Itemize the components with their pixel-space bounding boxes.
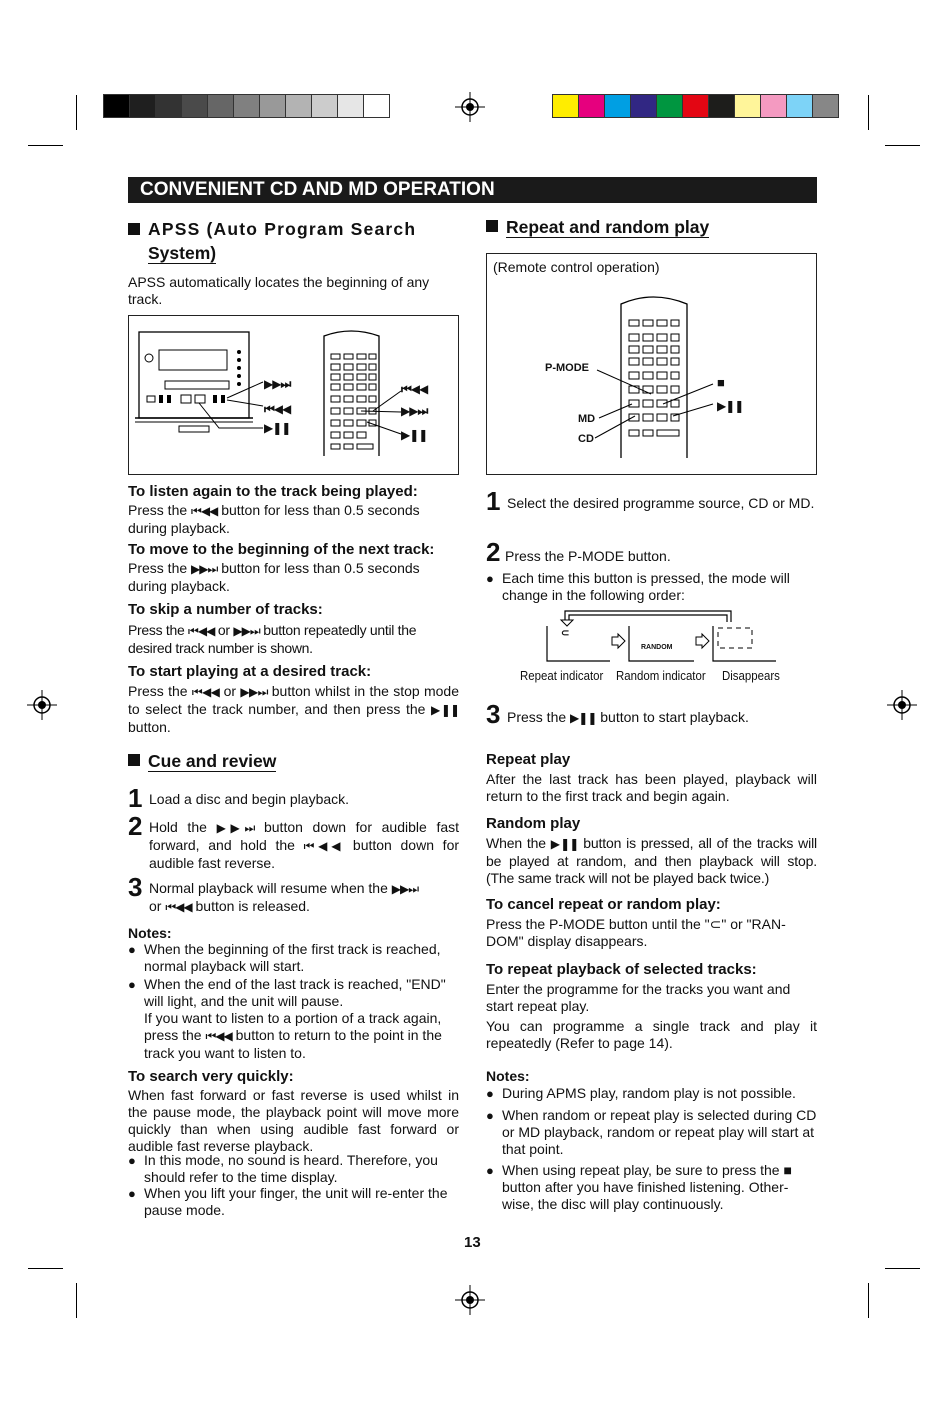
color-swatch <box>630 94 657 118</box>
cue-step-2: Hold the ▶▶⏭ button down for audible fast forward, and hold the ⏮◀◀ button down for audible fast reverse. <box>149 819 460 871</box>
random-indicator-label: Random indicator <box>616 668 706 683</box>
color-swatch <box>682 94 709 118</box>
repeat-play-heading: Repeat play <box>486 751 571 768</box>
color-swatch <box>103 94 130 118</box>
crop-mark <box>868 95 869 130</box>
skip-back-icon: ⏮◀◀ <box>165 900 192 914</box>
color-swatch <box>285 94 312 118</box>
crop-mark <box>76 95 77 130</box>
search-bullet-2: ● When you lift your finger, the unit will re-enter the pause mode. <box>128 1185 459 1219</box>
repeat-play-text: After the last track has been played, playback will return to the first track and begin again. <box>486 771 817 804</box>
listen-again-heading: To listen again to the track being played: <box>128 483 418 500</box>
skip-back-icon: ⏮◀◀ <box>401 382 428 396</box>
apss-intro: APSS automatically locates the beginning of any track. <box>128 274 430 307</box>
play-pause-icon: ▶❚❚ <box>717 399 744 413</box>
remote-illustration <box>486 253 817 475</box>
crop-mark <box>885 145 920 146</box>
skip-back-icon: ⏮◀◀ <box>303 839 345 853</box>
skip-fwd-icon: ▶▶⏭ <box>191 562 218 576</box>
search-quick-heading: To search very quickly: <box>128 1068 294 1085</box>
apss-heading: APSS (Auto Program Search System) <box>128 217 459 265</box>
cue-note-2: ● When the end of the last track is reached, "END" will light, and the unit will pause. If you want to listen to a portion of a track again, press the ⏮◀◀ button to return to the point in the track you want to listen to. <box>128 976 459 1062</box>
cue-step-1: Load a disc and begin playback. <box>149 791 350 807</box>
listen-again-text: Press the ⏮◀◀ button for less than 0.5 seconds during playback. <box>128 502 420 536</box>
start-desired-heading: To start playing at a desired track: <box>128 663 372 680</box>
repeat-indicator-label: Repeat indicator <box>520 668 604 683</box>
skip-fwd-icon: ▶▶⏭ <box>216 821 255 835</box>
color-swatch <box>734 94 761 118</box>
cd-label: CD <box>578 433 594 445</box>
skip-back-icon: ⏮◀◀ <box>264 402 291 416</box>
stop-icon: ■ <box>717 375 725 390</box>
registration-mark-icon <box>27 690 57 720</box>
color-swatch <box>656 94 683 118</box>
random-play-heading: Random play <box>486 815 581 832</box>
skip-tracks-text: Press the ⏮◀◀ or ▶▶⏭ button repeatedly until the desired track number is shown. <box>128 622 417 656</box>
repeat-step-1: Select the desired programme source, CD or MD. <box>507 495 815 511</box>
color-swatch <box>233 94 260 118</box>
crop-mark <box>28 1268 63 1269</box>
cue-review-heading: Cue and review <box>128 751 276 772</box>
stop-icon: ■ <box>783 1162 792 1178</box>
skip-back-icon: ⏮◀◀ <box>191 685 220 699</box>
color-swatch <box>760 94 787 118</box>
skip-back-icon: ⏮◀◀ <box>205 1029 232 1043</box>
repeat-step-2-bullet: ● Each time this button is pressed, the mode will change in the following order: <box>486 570 817 604</box>
cue-note-1: ● When the beginning of the first track is reached, normal playback will start. <box>128 941 459 975</box>
color-swatch <box>363 94 390 118</box>
skip-fwd-icon: ▶▶⏭ <box>264 377 291 391</box>
step-number: 2 <box>486 537 501 567</box>
repeat-icon: ⊂ <box>709 916 722 932</box>
color-swatch <box>708 94 735 118</box>
color-swatch <box>155 94 182 118</box>
color-swatch <box>311 94 338 118</box>
mode-order-diagram <box>486 606 817 688</box>
repeat-note-3: ● When using repeat play, be sure to press the ■ button after you have finished listening. Other-wise, the disc will play continuously. <box>486 1162 817 1213</box>
next-track-text: Press the ▶▶⏭ button for less than 0.5 seconds during playback. <box>128 560 420 594</box>
crop-mark <box>28 145 63 146</box>
skip-fwd-icon: ▶▶⏭ <box>391 882 419 896</box>
play-pause-icon: ▶❚❚ <box>550 837 579 851</box>
step-number: 3 <box>128 872 143 902</box>
registration-mark-icon <box>455 92 485 122</box>
search-bullet-1: ● In this mode, no sound is heard. Therefore, you should refer to the time display. <box>128 1152 459 1186</box>
cancel-heading: To cancel repeat or random play: <box>486 896 721 913</box>
remote-note: (Remote control operation) <box>493 259 660 275</box>
cue-notes-heading: Notes: <box>128 925 172 941</box>
selected-tracks-heading: To repeat playback of selected tracks: <box>486 961 757 978</box>
md-label: MD <box>578 413 596 425</box>
repeat-step-3: Press the ▶❚❚ button to start playback. <box>507 709 749 725</box>
color-swatch <box>181 94 208 118</box>
repeat-display-icon: ⊂ <box>561 628 570 639</box>
pmode-label: P-MODE <box>545 362 589 374</box>
step-number: 3 <box>486 699 501 729</box>
crop-mark <box>885 1268 920 1269</box>
crop-mark <box>868 1283 869 1318</box>
remote-drawing <box>487 254 816 474</box>
repeat-step-2: Press the P-MODE button. <box>505 548 671 564</box>
next-track-heading: To move to the beginning of the next track: <box>128 541 435 558</box>
repeat-note-2: ● When random or repeat play is selected during CD or MD playback, random or repeat play will start at that point. <box>486 1107 817 1158</box>
play-pause-icon: ▶❚❚ <box>264 421 291 435</box>
color-swatch <box>786 94 813 118</box>
skip-fwd-icon: ▶▶⏭ <box>401 404 428 418</box>
repeat-random-heading: Repeat and random play <box>486 217 709 238</box>
skip-fwd-icon: ▶▶⏭ <box>233 624 260 638</box>
apss-illustration <box>128 315 459 475</box>
color-swatch <box>129 94 156 118</box>
random-play-text: When the ▶❚❚ button is pressed, all of the tracks will be played at random, and then playback will stop. (The same track will not be played back twice.) <box>486 835 818 886</box>
color-swatch <box>552 94 579 118</box>
cancel-text: Press the P-MODE button until the "⊂" or "RAN-DOM" display disappears. <box>486 916 786 949</box>
play-pause-icon: ▶❚❚ <box>401 428 428 442</box>
step-number: 1 <box>128 783 143 813</box>
search-quick-text: When fast forward or fast reverse is used whilst in the pause mode, the playback point will move more quickly than when using audible fast forward or audible fast reverse playback. <box>128 1087 459 1154</box>
color-swatch <box>812 94 839 118</box>
selected-tracks-text-1: Enter the programme for the tracks you want and start repeat play. <box>486 981 791 1014</box>
play-pause-icon: ▶❚❚ <box>430 703 459 717</box>
skip-back-icon: ⏮◀◀ <box>188 624 215 638</box>
crop-mark <box>76 1283 77 1318</box>
color-swatch <box>337 94 364 118</box>
selected-tracks-text-2: You can programme a single track and play it repeatedly (Refer to page 14). <box>486 1018 817 1051</box>
page-number: 13 <box>464 1234 481 1251</box>
registration-mark-icon <box>887 690 917 720</box>
color-swatch <box>259 94 286 118</box>
page-title: CONVENIENT CD AND MD OPERATION <box>128 177 817 203</box>
random-display: RANDOM <box>641 644 673 651</box>
cue-step-3: Normal playback will resume when the ▶▶⏭ or ⏮◀◀ button is released. <box>149 880 419 914</box>
mode-sequence-drawing <box>486 606 817 666</box>
skip-back-icon: ⏮◀◀ <box>191 504 218 518</box>
play-pause-icon: ▶❚❚ <box>570 711 597 725</box>
repeat-notes-heading: Notes: <box>486 1068 530 1084</box>
color-swatch <box>578 94 605 118</box>
step-number: 2 <box>128 811 143 841</box>
step-number: 1 <box>486 486 501 516</box>
skip-tracks-heading: To skip a number of tracks: <box>128 601 323 618</box>
color-swatch <box>207 94 234 118</box>
disappears-label: Disappears <box>722 668 780 683</box>
color-swatch <box>604 94 631 118</box>
start-desired-text: Press the ⏮◀◀ or ▶▶⏭ button whilst in the stop mode to select the track number, and then press the ▶❚❚ button. <box>128 683 459 735</box>
repeat-note-1: ● During APMS play, random play is not possible. <box>486 1085 817 1102</box>
registration-mark-icon <box>455 1285 485 1315</box>
skip-fwd-icon: ▶▶⏭ <box>240 685 268 699</box>
